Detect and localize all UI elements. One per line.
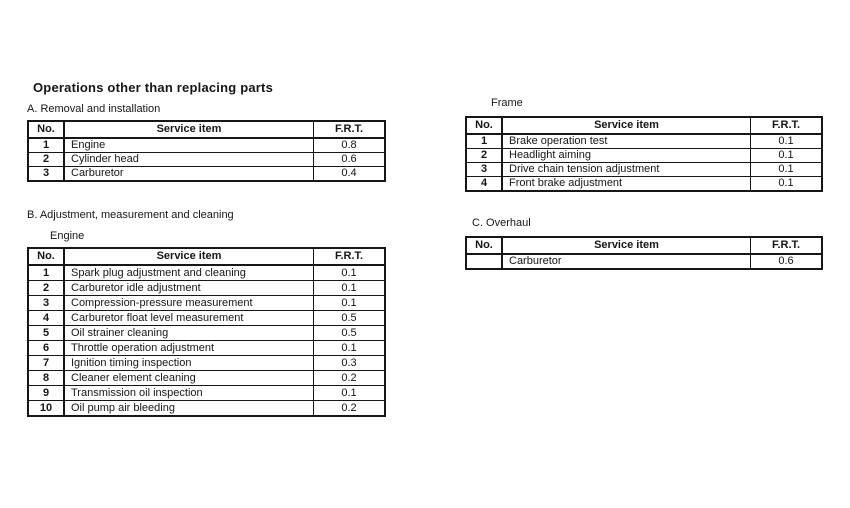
overhaul-table [465, 236, 823, 270]
service-item-cell: Spark plug adjustment and cleaning [64, 265, 314, 281]
table-row [466, 254, 822, 269]
row-number-cell: 1 [466, 134, 502, 149]
column-header-no-: No. [466, 237, 502, 254]
service-item-cell: Headlight aiming [502, 149, 751, 163]
table-row [28, 153, 385, 167]
service-item-cell: Engine [64, 138, 314, 153]
service-item-cell: Carburetor [64, 167, 314, 182]
section-c-heading: C. Overhaul [472, 217, 531, 229]
column-header-service-item: Service item [502, 117, 751, 134]
section-b-heading: B. Adjustment, measurement and cleaning [27, 209, 234, 221]
frt-value-cell: 0.1 [314, 265, 386, 281]
table-row [28, 167, 385, 182]
table-row [28, 138, 385, 153]
section-a-heading: A. Removal and installation [27, 103, 161, 115]
service-item-cell: Transmission oil inspection [64, 386, 314, 401]
row-number-cell: 3 [28, 167, 64, 182]
column-header-no-: No. [28, 248, 64, 265]
column-header-no-: No. [466, 117, 502, 134]
column-header-service-item: Service item [64, 248, 314, 265]
service-item-cell: Carburetor [502, 254, 751, 269]
frt-value-cell: 0.1 [751, 149, 823, 163]
table-row [28, 281, 385, 296]
table-header-row [28, 121, 385, 138]
engine-subheading: Engine [50, 230, 85, 242]
row-number-cell: 2 [28, 281, 64, 296]
frt-value-cell: 0.1 [314, 386, 386, 401]
frt-value-cell: 0.1 [751, 177, 823, 192]
frt-value-cell: 0.6 [314, 153, 386, 167]
service-item-cell: Compression-pressure measurement [64, 296, 314, 311]
table-row [28, 371, 385, 386]
row-number-cell: 2 [28, 153, 64, 167]
row-number-cell: 4 [466, 177, 502, 192]
service-item-cell: Cleaner element cleaning [64, 371, 314, 386]
service-item-cell: Ignition timing inspection [64, 356, 314, 371]
table-row [28, 265, 385, 281]
column-header-f-r-t-: F.R.T. [751, 117, 823, 134]
column-header-f-r-t-: F.R.T. [314, 121, 386, 138]
frt-value-cell: 0.1 [314, 281, 386, 296]
service-item-cell: Carburetor float level measurement [64, 311, 314, 326]
column-header-no-: No. [28, 121, 64, 138]
service-item-cell: Drive chain tension adjustment [502, 163, 751, 177]
table-row [28, 296, 385, 311]
column-header-service-item: Service item [502, 237, 751, 254]
frt-value-cell: 0.8 [314, 138, 386, 153]
row-number-cell: 8 [28, 371, 64, 386]
row-number-cell: 6 [28, 341, 64, 356]
service-item-cell: Brake operation test [502, 134, 751, 149]
service-item-cell: Cylinder head [64, 153, 314, 167]
table-row [466, 149, 822, 163]
row-number-cell [466, 254, 502, 269]
frt-value-cell: 0.5 [314, 326, 386, 341]
removal-installation-table [27, 120, 386, 182]
row-number-cell: 1 [28, 265, 64, 281]
column-header-f-r-t-: F.R.T. [751, 237, 823, 254]
service-item-cell: Oil pump air bleeding [64, 401, 314, 417]
row-number-cell: 4 [28, 311, 64, 326]
frt-value-cell: 0.1 [751, 163, 823, 177]
row-number-cell: 1 [28, 138, 64, 153]
engine-adjustment-table [27, 247, 386, 417]
table-row [466, 163, 822, 177]
frt-value-cell: 0.4 [314, 167, 386, 182]
table-row [28, 401, 385, 417]
table-row [28, 341, 385, 356]
column-header-f-r-t-: F.R.T. [314, 248, 386, 265]
frame-subheading: Frame [491, 97, 523, 109]
frame-adjustment-table [465, 116, 823, 192]
frt-value-cell: 0.5 [314, 311, 386, 326]
frt-value-cell: 0.3 [314, 356, 386, 371]
frt-value-cell: 0.1 [314, 341, 386, 356]
frt-value-cell: 0.1 [314, 296, 386, 311]
column-header-service-item: Service item [64, 121, 314, 138]
service-item-cell: Carburetor idle adjustment [64, 281, 314, 296]
row-number-cell: 5 [28, 326, 64, 341]
page-title: Operations other than replacing parts [33, 80, 273, 95]
row-number-cell: 7 [28, 356, 64, 371]
table-row [466, 134, 822, 149]
table-row [28, 311, 385, 326]
row-number-cell: 9 [28, 386, 64, 401]
frt-value-cell: 0.6 [751, 254, 823, 269]
table-row [28, 356, 385, 371]
service-item-cell: Oil strainer cleaning [64, 326, 314, 341]
row-number-cell: 10 [28, 401, 64, 417]
table-row [28, 386, 385, 401]
frt-value-cell: 0.1 [751, 134, 823, 149]
service-item-cell: Throttle operation adjustment [64, 341, 314, 356]
service-item-cell: Front brake adjustment [502, 177, 751, 192]
table-header-row [466, 117, 822, 134]
table-header-row [28, 248, 385, 265]
table-row [28, 326, 385, 341]
table-header-row [466, 237, 822, 254]
frt-value-cell: 0.2 [314, 401, 386, 417]
frt-value-cell: 0.2 [314, 371, 386, 386]
table-row [466, 177, 822, 192]
row-number-cell: 3 [466, 163, 502, 177]
row-number-cell: 2 [466, 149, 502, 163]
row-number-cell: 3 [28, 296, 64, 311]
